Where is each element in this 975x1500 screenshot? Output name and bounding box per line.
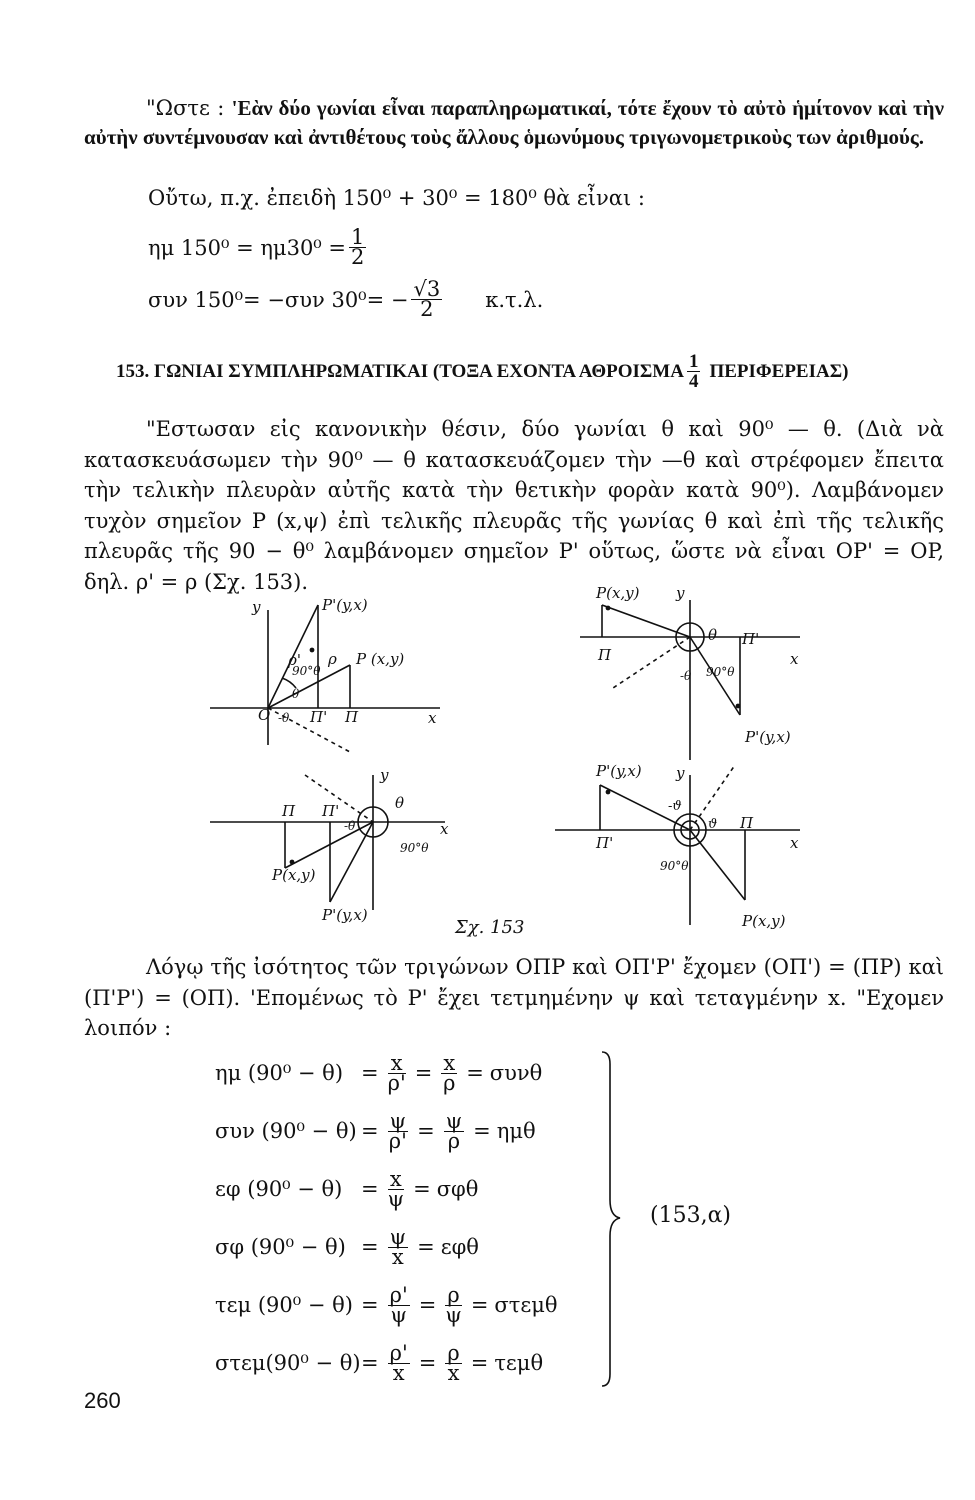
after-figure-paragraph: Λόγῳ τῆς ἰσότητος τῶν τριγώνων ΟΠΡ καὶ ΟΠ'Ρ' ἔχομεν (ΟΠ') = (ΠΡ) καὶ (Π'Ρ') = (ΟΠ). 'Επομένως τὸ Ρ' ἔχει τετμημένην ψ καὶ τεταγμένην x. "Εχομεν λοιπόν :: [84, 955, 944, 1040]
d4-pp-label: P'(y,x): [596, 762, 642, 780]
d2-theta-label: θ: [708, 626, 718, 644]
d1-o-label: O: [258, 706, 271, 724]
formula-row-1: ημ (90⁰ − θ) = $\frac{x}{\rho'}$ = $\frac{x}{\rho}$ = συνθ: [215, 1050, 543, 1095]
eq1-fraction: $\frac{1}{2}$: [351, 225, 365, 269]
d3-theta-label: θ: [395, 794, 405, 812]
formula-block: [0, 1050, 975, 1390]
eq2-fraction: $\frac{√3}{2}$: [413, 277, 441, 321]
d2-ang-label: 90°θ: [706, 665, 735, 679]
formula-row-4: σφ (90⁰ − θ) = $\frac{\psi}{x}$ = εφθ: [215, 1224, 479, 1269]
d3-pp-label: P'(y,x): [322, 906, 368, 924]
d1-x-label: x: [428, 709, 437, 727]
formula-row-5: τεμ (90⁰ − θ) = $\frac{\rho'}{\psi}$ = $\frac{\rho}{\psi}$ = στεμθ: [215, 1282, 558, 1327]
d1-theta-label: θ: [292, 687, 300, 701]
figure-points: [290, 606, 741, 865]
equation-1: [148, 225, 369, 269]
formula-label: (153,α): [650, 1203, 732, 1228]
d1-pip-label: Π': [310, 708, 328, 726]
figure-caption: Σχ. 153: [455, 917, 525, 938]
heading-text-end: ΠΕΡΙΦΕΡΕΙΑΣ): [709, 360, 849, 382]
formula-row-2: συν (90⁰ − θ) = $\frac{\psi}{\rho'}$ = $\frac{\psi}{\rho}$ = ημθ: [215, 1108, 536, 1153]
d3-negtheta-label: -θ: [344, 819, 356, 833]
figure-153: [0, 580, 975, 940]
d3-ang-label: 90°θ: [400, 841, 429, 855]
formula-row-6: στεμ(90⁰ − θ) = $\frac{\rho'}{x}$ = $\frac{\rho}{x}$ = τεμθ: [215, 1340, 544, 1385]
d1-pi-label: Π: [345, 708, 359, 726]
eq2-tail: κ.τ.λ.: [485, 287, 544, 312]
d3-x-label: x: [440, 820, 449, 838]
conclusion-paragraph: [84, 94, 944, 152]
formula-row-3: εφ (90⁰ − θ) = $\frac{x}{\psi}$ = σφθ: [215, 1166, 479, 1211]
d1-r-label: ρ: [328, 650, 337, 668]
diagram-4: [555, 765, 800, 925]
d4-y-label: y: [676, 764, 685, 782]
d4-x-label: x: [790, 834, 799, 852]
d2-pip-label: Π': [742, 630, 760, 648]
d2-pi-label: Π: [598, 646, 612, 664]
d3-p-label: P(x,y): [272, 866, 316, 884]
d4-op: [690, 830, 745, 900]
page-number: 260: [84, 1388, 121, 1413]
heading-text: 153. ΓΩΝΙΑΙ ΣΥΜΠΛΗΡΩΜΑΤΙΚΑΙ (ΤΟΞΑ ΕΧΟΝΤΑ ΑΘΡΟΙΣΜΑ: [116, 360, 684, 382]
d2-pp-label: P'(y,x): [745, 728, 791, 746]
d1-p-label: P (x,y): [356, 650, 405, 668]
eq2-lhs: συν 150⁰= −συν 30⁰= −: [148, 287, 409, 312]
d4-pip-label: Π': [596, 834, 614, 852]
eq1-lhs: ημ 150⁰ = ημ30⁰ =: [148, 235, 346, 260]
d4-p-label: P(x,y): [742, 912, 786, 930]
d4-negtheta-label: -ϑ: [668, 799, 682, 814]
conclusion-lead: "Ωστε :: [146, 96, 225, 120]
d4-theta-label: ϑ: [708, 817, 718, 832]
d2-negtheta-label: -θ: [680, 669, 692, 683]
d1-negtheta-label: -θ: [278, 711, 290, 725]
d2-p-label: P(x,y): [596, 584, 640, 602]
d3-pi-label: Π: [282, 802, 296, 820]
d2-x-label: x: [790, 650, 799, 668]
conclusion-text: 'Εὰν δύο γωνίαι εἶναι παραπληρωματικαί, τότε ἔχουν τὸ αὐτὸ ἡμίτονον καὶ τὴν αὐτὴν συντέμνουσαν καὶ ἀντιθέτους τοὺς ἄλλους ὁμωνύμους τριγωνομετρικοὺς των ἀριθμούς.: [84, 96, 944, 149]
diagram-1: [210, 605, 440, 752]
d1-rp-label: ρ': [288, 651, 301, 669]
d3-y-label: y: [380, 766, 389, 784]
section-body: "Εστωσαν εἰς κανονικὴν θέσιν, δύο γωνίαι θ καὶ 90⁰ — θ. (Διὰ νὰ κατασκευάσωμεν τὴν 90⁰ — θ κατασκευάζομεν τὴν —θ καὶ στρέφομεν ἔπειτα τὴν τελικὴν πλευρὰν αὐτῆς κατὰ τὴν θετικὴν φορὰν κατὰ 90⁰). Λαμβάνομεν τυχὸν σημεῖον P (x,ψ) ἐπὶ τελικῆς πλευρᾶς τῆς γωνίας θ καὶ ἐπὶ τῆς τελικῆς πλευρᾶς τῆς 90 − θ⁰ λαμβάνομεν σημεῖον P' οὕτως, ὥστε νὰ εἶναι OP' = OP, δηλ. ρ' = ρ (Σχ. 153).: [84, 417, 944, 594]
d1-y-label: y: [252, 598, 261, 616]
d1-pp-label: P'(y,x): [322, 596, 368, 614]
d1-ang-label: 90°θ: [292, 664, 321, 678]
d4-pi-label: Π: [740, 814, 754, 832]
right-brace-icon: [596, 1050, 626, 1390]
example-line: Οὔτω, π.χ. ἐπειδὴ 150⁰ + 30⁰ = 180⁰ θὰ εἶναι :: [148, 186, 645, 210]
section-heading: [116, 352, 848, 391]
d3-pip-label: Π': [322, 802, 340, 820]
d2-y-label: y: [676, 584, 685, 602]
equation-2: [148, 277, 544, 321]
d4-ang-label: 90°θ: [660, 859, 689, 873]
heading-fraction: $\frac{1}{4}$: [688, 351, 699, 392]
